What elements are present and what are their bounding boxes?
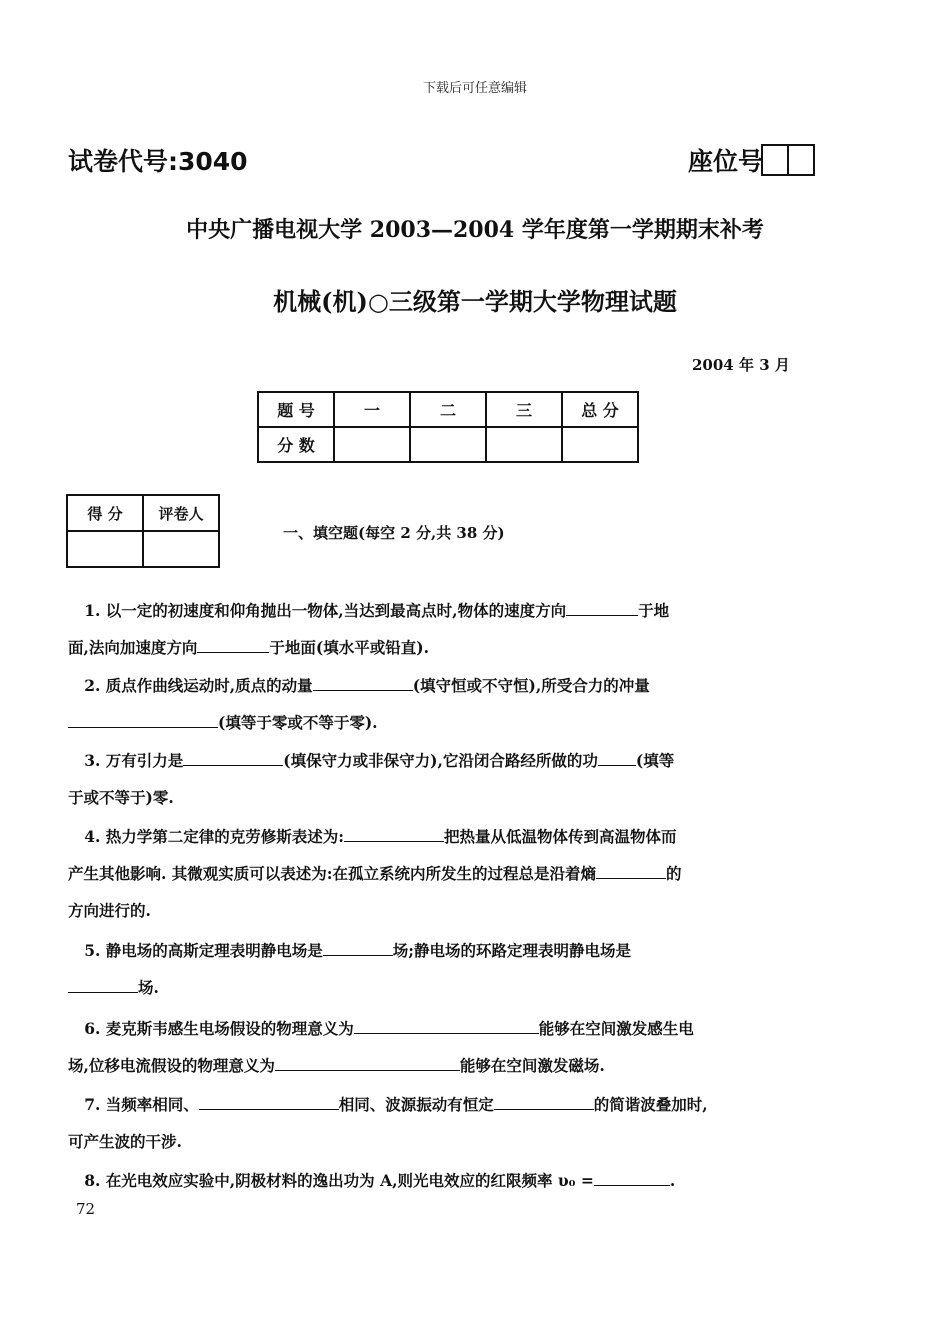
blank <box>354 1016 539 1034</box>
q4-text: 方向进行的. <box>68 901 151 920</box>
q7-text: 相同、波源振动有恒定 <box>338 1095 494 1114</box>
blank <box>594 1168 670 1186</box>
exam-subtitle: 机械(机)○三级第一学期大学物理试题 <box>273 287 677 316</box>
seat-box-2 <box>787 144 815 176</box>
blank <box>344 824 444 842</box>
grader-name-cell <box>143 531 219 567</box>
blank <box>275 1053 460 1071</box>
score-cell <box>334 427 410 462</box>
blank <box>323 938 393 956</box>
score-table-header: 题 号 <box>258 392 334 427</box>
score-table <box>257 391 639 463</box>
q3-text: (填等 <box>635 751 675 770</box>
blank <box>68 975 138 993</box>
q5-text: 场. <box>138 978 159 997</box>
seat-number <box>688 142 815 178</box>
q7-text: 的简谐波叠加时, <box>593 1095 708 1114</box>
q8-text: . <box>669 1171 676 1190</box>
grader-table <box>66 494 220 568</box>
score-table-col-3: 三 <box>486 392 562 427</box>
question-2 <box>68 667 828 741</box>
q1-text: 1. 以一定的初速度和仰角抛出一物体,当达到最高点时,物体的速度方向 <box>84 601 567 620</box>
page-number: 72 <box>76 1200 96 1218</box>
q7-text: 7. 当频率相同、 <box>84 1095 199 1114</box>
q6-text: 能够在空间激发感生电 <box>538 1019 694 1038</box>
q6-text: 6. 麦克斯韦感生电场假设的物理意义为 <box>84 1019 354 1038</box>
q5-text: 场;静电场的环路定理表明静电场是 <box>392 941 632 960</box>
q7-text: 可产生波的干涉. <box>68 1132 182 1151</box>
score-table-col-1: 一 <box>334 392 410 427</box>
blank <box>566 598 638 616</box>
score-row-label: 分 数 <box>258 427 334 462</box>
question-1 <box>68 592 828 666</box>
grader-name-label: 评卷人 <box>143 495 219 531</box>
exam-date: 2004 年 3 月 <box>692 356 790 374</box>
grader-score-label: 得 分 <box>67 495 143 531</box>
q1-text: 于地 <box>638 601 670 620</box>
score-table-total: 总 分 <box>562 392 638 427</box>
blank <box>197 635 269 653</box>
download-note: 下载后可任意编辑 <box>422 81 527 96</box>
blank <box>199 1092 339 1110</box>
q2-text: (填等于零或不等于零). <box>218 713 378 732</box>
score-table-col-2: 二 <box>410 392 486 427</box>
q8-text: 8. 在光电效应实验中,阴极材料的逸出功为 A,则光电效应的红限频率 υ₀ = <box>84 1171 594 1190</box>
seat-label: 座位号 <box>688 147 764 176</box>
score-cell <box>562 427 638 462</box>
q2-text: 2. 质点作曲线运动时,质点的动量 <box>84 676 313 695</box>
q3-text: (填保守力或非保守力),它沿闭合路经所做的功 <box>283 751 598 770</box>
blank <box>494 1092 594 1110</box>
question-4 <box>68 818 828 929</box>
question-8 <box>68 1162 828 1199</box>
blank <box>313 673 413 691</box>
section-title: 一、填空题(每空 2 分,共 38 分) <box>283 524 505 542</box>
q2-text: (填守恒或不守恒),所受合力的冲量 <box>412 676 650 695</box>
blank <box>596 861 666 879</box>
question-3 <box>68 742 828 816</box>
q1-text: 于地面(填水平或铅直). <box>269 638 429 657</box>
grader-score-cell <box>67 531 143 567</box>
q4-text: 4. 热力学第二定律的克劳修斯表述为: <box>84 827 345 846</box>
seat-box-1 <box>761 144 789 176</box>
score-cell <box>486 427 562 462</box>
q5-text: 5. 静电场的高斯定理表明静电场是 <box>84 941 323 960</box>
q3-text: 3. 万有引力是 <box>84 751 184 770</box>
q4-text: 产生其他影响. 其微观实质可以表述为:在孤立系统内所发生的过程总是沿着熵 <box>68 864 597 883</box>
question-5 <box>68 932 828 1006</box>
q6-text: 场,位移电流假设的物理意义为 <box>68 1056 275 1075</box>
q1-text: 面,法向加速度方向 <box>68 638 198 657</box>
blank <box>68 710 218 728</box>
question-6 <box>68 1010 828 1084</box>
q4-text: 的 <box>666 864 682 883</box>
q3-text: 于或不等于)零. <box>68 788 174 807</box>
exam-code: 试卷代号:3040 <box>68 147 248 176</box>
q6-text: 能够在空间激发磁场. <box>459 1056 605 1075</box>
blank <box>598 748 636 766</box>
exam-title: 中央广播电视大学 2003—2004 学年度第一学期期末补考 <box>186 217 764 243</box>
score-cell <box>410 427 486 462</box>
question-7 <box>68 1086 828 1160</box>
blank <box>183 748 283 766</box>
q4-text: 把热量从低温物体传到高温物体而 <box>444 827 677 846</box>
